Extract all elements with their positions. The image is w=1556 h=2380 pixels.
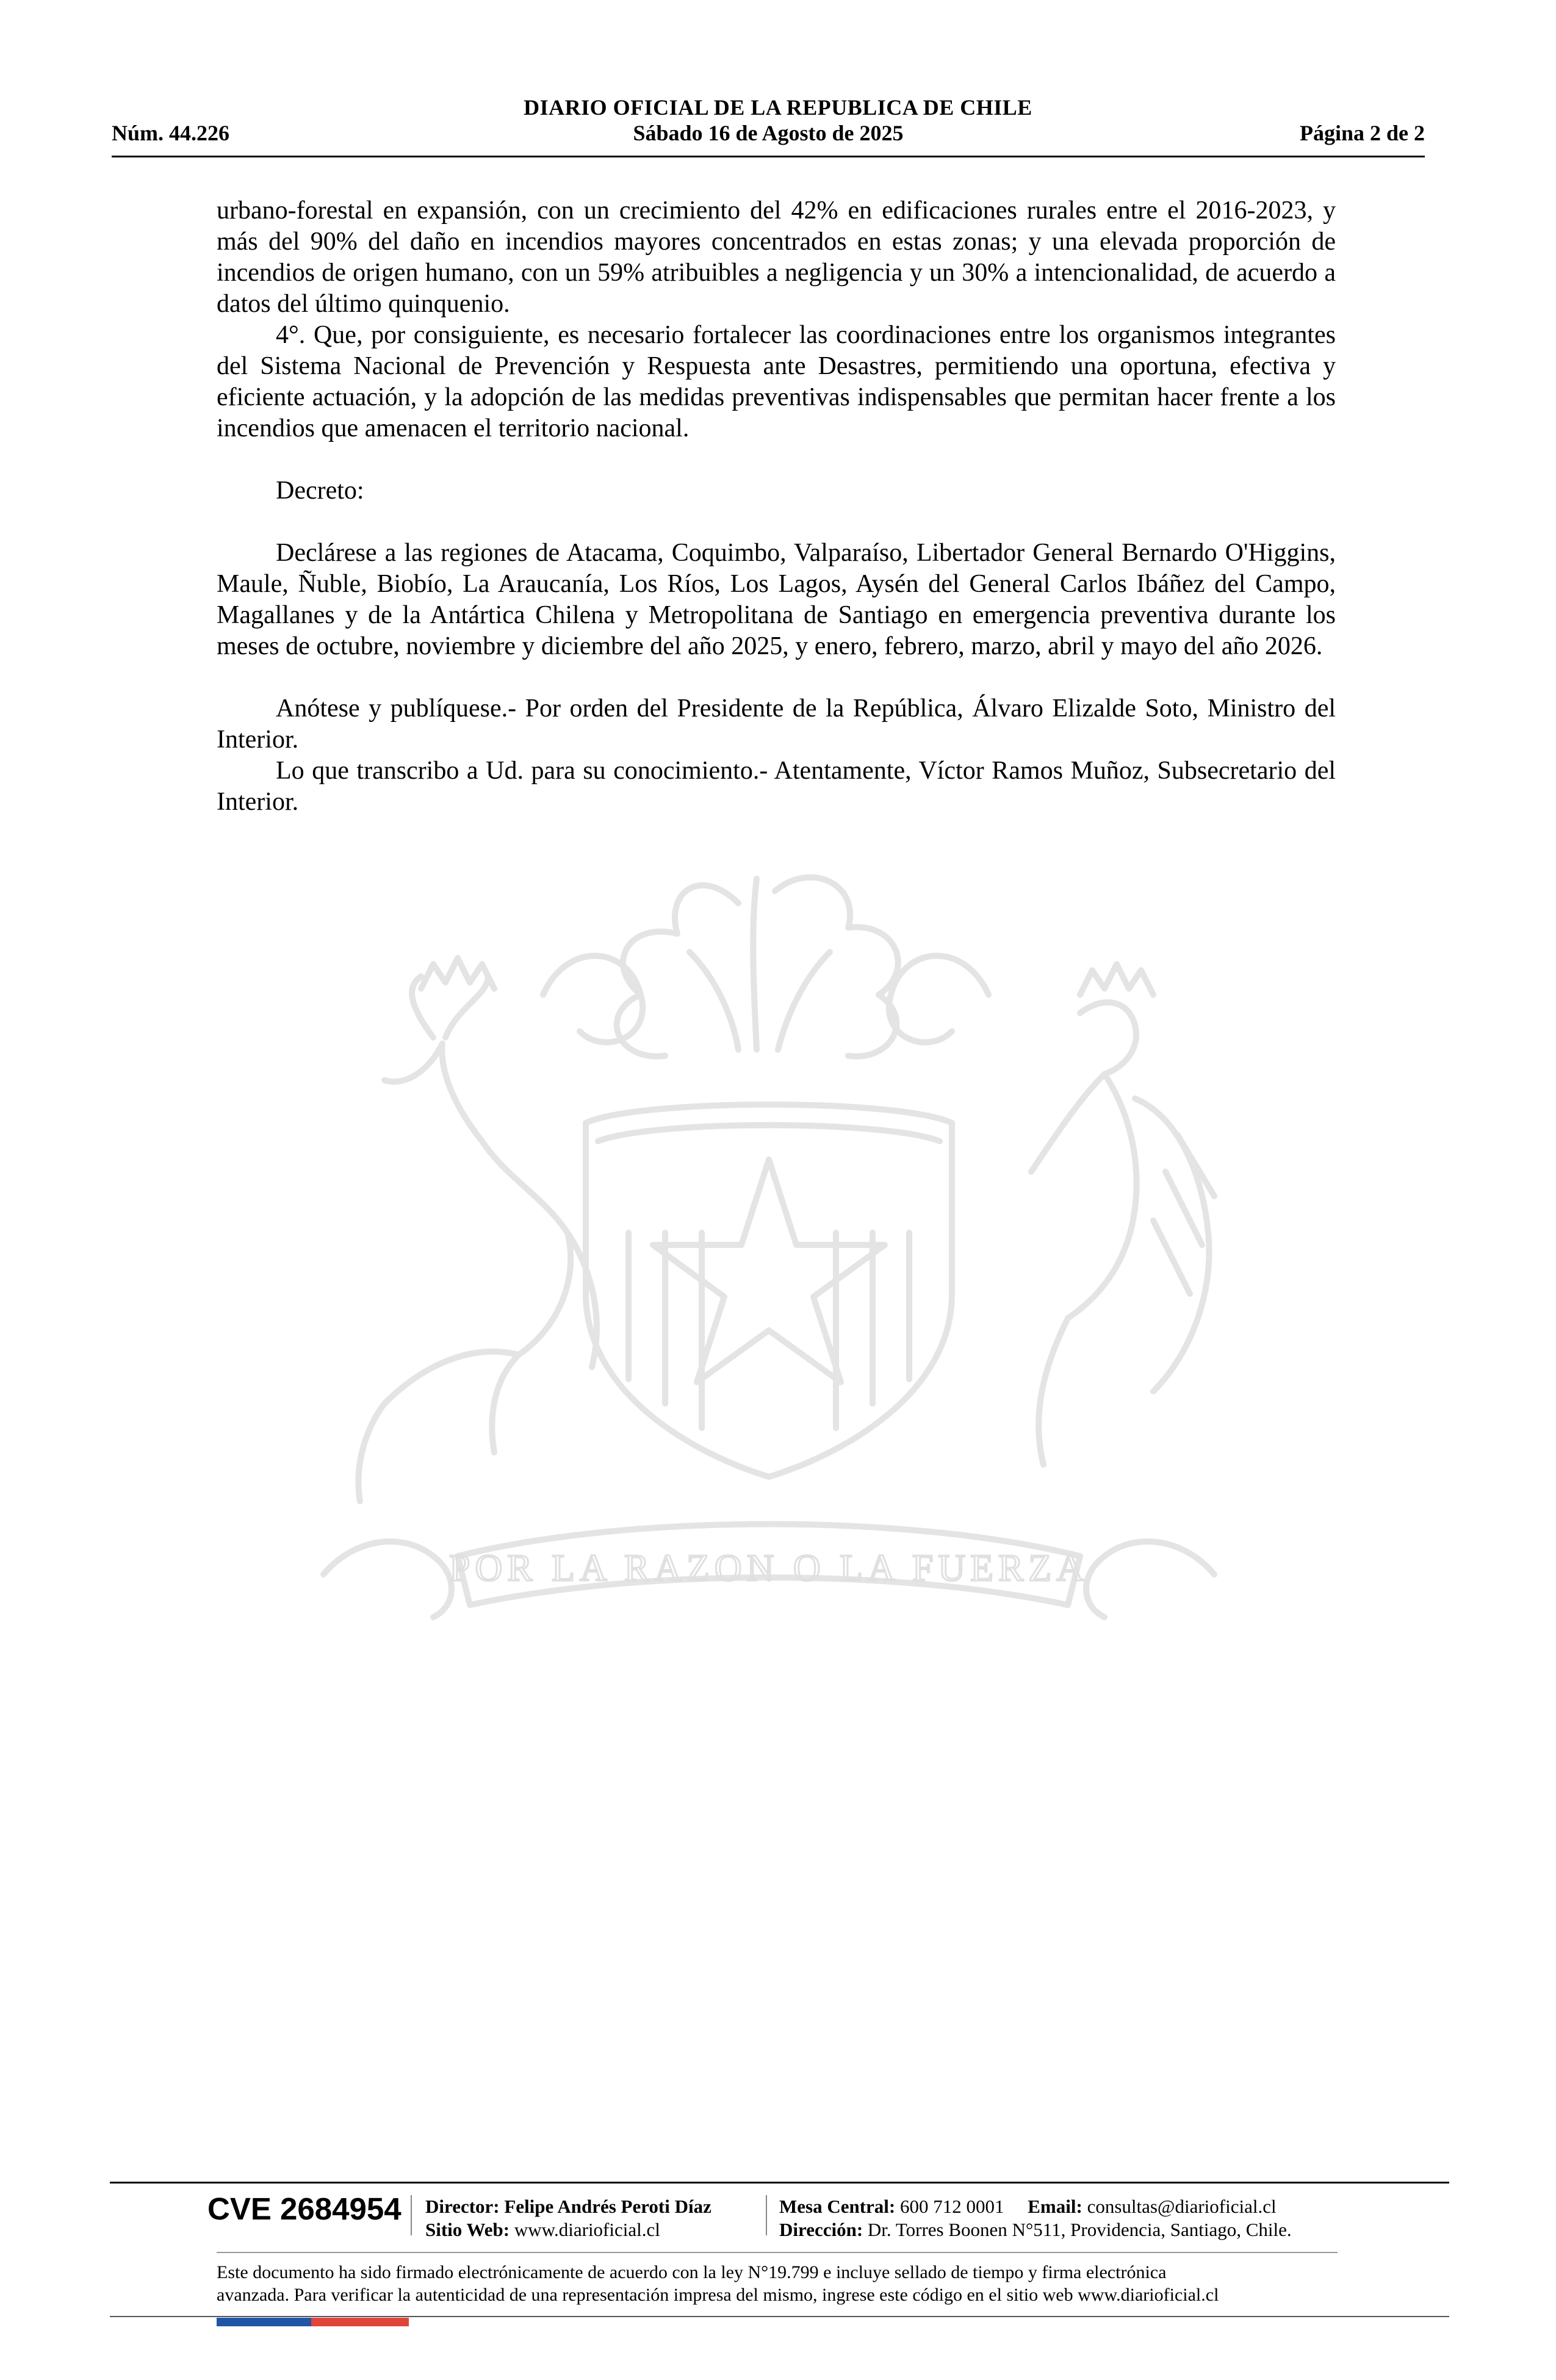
phone-number: 600 712 0001 xyxy=(900,2196,1004,2217)
phone-label: Mesa Central: xyxy=(779,2196,896,2217)
email-label: Email: xyxy=(1028,2196,1082,2217)
footer-director-block xyxy=(425,2195,711,2241)
paragraph-continuation: urbano-forestal en expansión, con un crecimiento del 42% en edificaciones rurales entre el 2016-2023, y más del 90% del daño en incendios mayores concentrados en estas zonas; y una elevada proporción de incendios de origen humano, con un 59% atribuibles a negligencia y un 30% a intencionalidad, de acuerdo a datos del último quinquenio. xyxy=(217,197,1336,318)
decree-body xyxy=(217,195,1336,818)
paragraph-considerando-4: 4°. Que, por consiguiente, es necesario fortalecer las coordinaciones entre los organismos integrantes del Sistema Nacional de Prevención y Respuesta ante Desastres, permitiendo una oportuna, efectiva y eficiente actuación, y la adopción de las medidas preventivas indispensables que permitan hacer frente a los incendios que amenacen el territorio nacional. xyxy=(217,321,1336,442)
chile-coat-of-arms-icon xyxy=(201,854,1336,1678)
footer-divider-top xyxy=(110,2182,1449,2183)
paragraph-signature: Anótese y publíquese.- Por orden del Presidente de la República, Álvaro Elizalde Soto, Ministro del Interior. xyxy=(217,694,1336,754)
decree-heading: Decreto: xyxy=(276,477,364,505)
email-link[interactable]: consultas@diarioficial.cl xyxy=(1087,2196,1277,2217)
header-row xyxy=(112,120,1425,151)
director-label: Director: xyxy=(425,2196,500,2217)
website-link[interactable]: www.diarioficial.cl xyxy=(514,2219,660,2240)
website-label: Sitio Web: xyxy=(425,2219,510,2240)
address-text: Dr. Torres Boonen N°511, Providencia, Santiago, Chile. xyxy=(867,2219,1292,2240)
newspaper-title: DIARIO OFICIAL DE LA REPUBLICA DE CHILE xyxy=(524,95,1032,120)
footer-separator xyxy=(766,2195,767,2235)
footer-separator xyxy=(411,2195,412,2235)
director-name: Felipe Andrés Peroti Díaz xyxy=(504,2196,711,2217)
footer-divider-bottom xyxy=(110,2316,1449,2317)
legal-line-2: avanzada. Para verificar la autenticidad de una representación impresa del mismo, ingrese este código en el sitio web www.diarioficial.cl xyxy=(217,2285,1219,2305)
page-indicator: Página 2 de 2 xyxy=(1299,121,1425,145)
footer-legal-notice xyxy=(217,2261,1338,2306)
address-label: Dirección: xyxy=(779,2219,863,2240)
header-divider xyxy=(112,156,1425,157)
cve-code: CVE 2684954 xyxy=(207,2191,402,2226)
flag-stripe-blue xyxy=(217,2318,311,2326)
flag-stripe-red xyxy=(311,2318,409,2326)
issue-number: Núm. 44.226 xyxy=(112,121,230,145)
paragraph-transcription: Lo que transcribo a Ud. para su conocimiento.- Atentamente, Víctor Ramos Muñoz, Subsecretario del Interior. xyxy=(217,757,1336,816)
legal-line-1: Este documento ha sido firmado electrónicamente de acuerdo con la ley N°19.799 e incluye sellado de tiempo y firma electrónica xyxy=(217,2262,1167,2282)
footer-contact-block xyxy=(779,2195,1292,2241)
footer-divider-mid xyxy=(217,2252,1338,2253)
issue-date: Sábado 16 de Agosto de 2025 xyxy=(633,121,904,145)
paragraph-declaration: Declárese a las regiones de Atacama, Coquimbo, Valparaíso, Libertador General Bernardo O'Higgins, Maule, Ñuble, Biobío, La Araucanía, Los Ríos, Los Lagos, Aysén del General Carlos Ibáñez del Campo, Magallanes y de la Antártica Chilena y Metropolitana de Santiago en emergencia preventiva durante los meses de octubre, noviembre y diciembre del año 2025, y enero, febrero, marzo, abril y mayo del año 2026. xyxy=(217,539,1336,660)
watermark-motto: POR LA RAZON O LA FUERZA xyxy=(448,1548,1089,1589)
